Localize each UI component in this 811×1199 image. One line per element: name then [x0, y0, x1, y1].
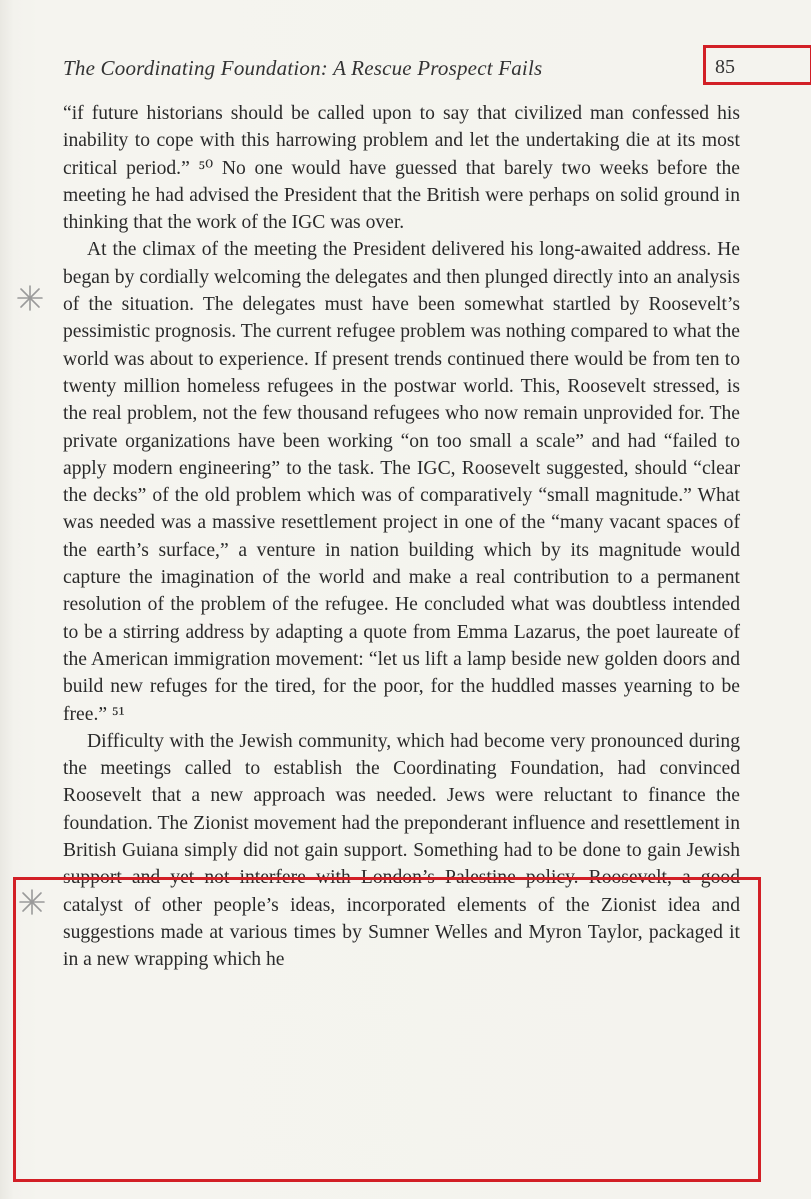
paragraph-highlight-box [13, 877, 761, 1182]
asterisk-mark-icon [16, 284, 44, 312]
running-title: The Coordinating Foundation: A Rescue Prospect Fails [63, 56, 543, 80]
page-number-highlight-box [703, 45, 811, 85]
paragraph-3: Difficulty with the Jewish community, which had become very pronounced during the meetings called to establish the Coordinating Foundation, had convinced Roosevelt that a new approach was needed. Jews were reluctant to finance the foundation. The Zionist movement had the preponderant influence and resettlement in British Guiana simply did not gain support. Something had to be done to gain Jewish support and yet not interfere with London’s Palestine policy. Roosevelt, a good catalyst of other people’s ideas, incorporated elements of the Zionist idea and suggestions made at various times by Sumner Welles and Myron Taylor, packaged it in a new wrapping which he [63, 730, 740, 971]
body-text [63, 100, 740, 974]
page-header [63, 56, 743, 84]
paragraph-2: At the climax of the meeting the President delivered his long-awaited address. He began by cordially welcoming the delegates and then plunged directly into an analysis of the situation. The delegates must have been somewhat startled by Roosevelt’s pessimistic prognosis. The current refugee problem was nothing compared to what the world was about to experience. If present trends continued there would be from ten to twenty million homeless refugees in the postwar world. This, Roosevelt stressed, is the real problem, not the few thousand refugees who now remain unprovided for. The private organizations have been working “on too small a scale” and had “failed to apply modern engineering” to the task. The IGC, Roosevelt suggested, should “clear the decks” of the old problem which was of comparatively “small magnitude.” What was needed was a massive resettlement project in one of the “many vacant spaces of the earth’s surface,” a venture in nation building which by its magnitude would capture the imagination of the world and make a real contribution to a permanent resolution of the problem of the refugee. He concluded what was doubtless intended to be a stirring address by adapting a quote from Emma Lazarus, the poet laureate of the American immigration movement: “let us lift a lamp beside new golden doors and build new refuges for the tired, for the poor, for the huddled masses yearning to be free.” ⁵¹ [63, 239, 740, 725]
page-number: 85 [715, 56, 735, 78]
paragraph-1: “if future historians should be called upon to say that civilized man confessed his inability to cope with this harrowing problem and let the undertaking die at its most critical period.” ⁵⁰ No one would have guessed that barely two weeks before the meeting he had advised the President that the British were perhaps on solid ground in thinking that the work of the IGC was over. [63, 103, 740, 234]
